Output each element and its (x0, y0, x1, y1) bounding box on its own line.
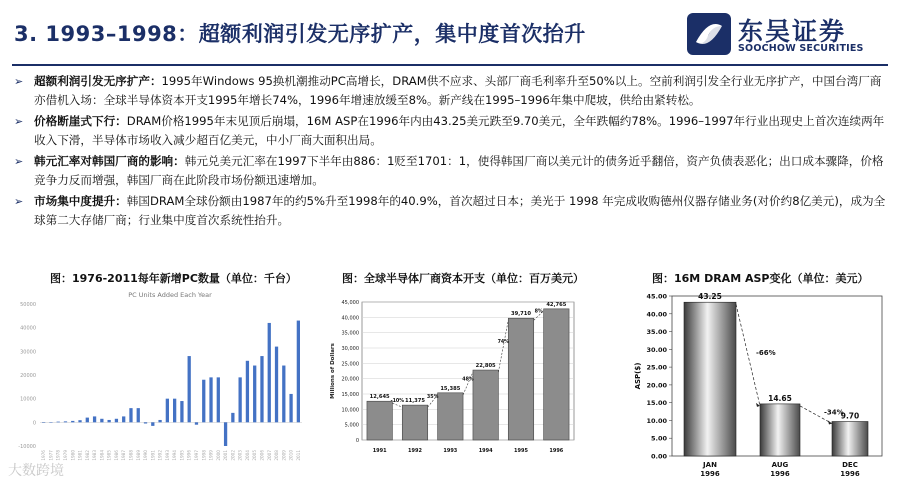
pc-y-tick-label: 40000 (20, 325, 36, 332)
pc-bar (108, 420, 111, 422)
asp-value-label: 9.70 (840, 411, 860, 421)
pc-bar (173, 399, 176, 423)
pc-bar (260, 356, 263, 422)
pc-bar (42, 422, 45, 423)
bullet-item (12, 192, 890, 230)
bullet-item (12, 152, 890, 190)
pc-x-tick-label: 1977 (48, 450, 54, 461)
bullet-list (12, 72, 890, 232)
capex-x-tick-label: 1993 (443, 448, 458, 454)
capex-bar (402, 405, 427, 440)
pc-x-tick-label: 1992 (157, 450, 163, 461)
pc-x-tick-label: 1982 (84, 450, 90, 461)
asp-x-tick-label: AUG (771, 461, 789, 469)
pc-x-tick-label: 1989 (135, 450, 141, 461)
capex-y-tick-label: 35,000 (341, 330, 359, 337)
capex-plot-frame (362, 302, 574, 440)
capex-value-label: 11,375 (404, 398, 426, 405)
pc-x-tick-label: 1981 (77, 450, 83, 461)
pc-bar (268, 323, 271, 422)
pc-bar (195, 422, 198, 424)
pc-bar (231, 413, 234, 422)
pc-x-tick-label: 1993 (164, 450, 170, 461)
pc-x-tick-label: 1978 (55, 450, 61, 461)
asp-y-tick-label: 15.00 (646, 399, 667, 408)
soochow-logo (686, 12, 886, 58)
arrow-bullet-icon: ➢ (14, 75, 24, 88)
pc-bar (166, 399, 169, 423)
capex-value-label: 12,645 (369, 394, 390, 401)
bullet-heading: 韩元汇率对韩国厂商的影响： (34, 154, 185, 168)
capex-value-label: 22,805 (475, 363, 496, 370)
bullet-text: 韩国DRAM全球份额由1987年的约5%升至1998年的40.9%，首次超过日本；美光于 1998 年完成收购德州仪器存储业务(对价约8亿美元)，成为全球第二大存储厂商；行业集中度首次系统性抬升。 (34, 194, 886, 227)
pc-inner-title: PC Units Added Each Year (128, 291, 212, 299)
capex-bar (508, 318, 533, 440)
capex-growth-label: -10% (390, 399, 405, 405)
header-divider (12, 64, 888, 66)
asp-x-tick-label: 1996 (840, 470, 860, 478)
logo-text-cn: 东吴证券 (738, 17, 847, 46)
pc-y-tick-label: 10000 (20, 396, 36, 403)
capex-y-tick-label: 15,000 (341, 392, 359, 398)
pc-bar (202, 380, 205, 423)
pc-bar (275, 347, 278, 423)
pc-bar (129, 408, 132, 422)
arrow-bullet-icon: ➢ (14, 155, 24, 168)
pc-bar (86, 418, 89, 423)
pc-bar (188, 356, 191, 422)
pc-x-tick-label: 1990 (143, 450, 149, 461)
asp-x-tick-label: JAN (703, 461, 717, 469)
pc-x-tick-label: 2006 (259, 450, 265, 461)
capex-x-tick-label: 1992 (408, 448, 422, 454)
pc-units-chart (10, 286, 310, 466)
capex-chart (322, 290, 582, 466)
pc-y-tick-label: 20000 (20, 373, 36, 379)
asp-x-tick-label: 1996 (770, 470, 790, 478)
capex-value-label: 15,385 (440, 385, 461, 392)
asp-bar (832, 422, 868, 456)
pc-x-tick-label: 2004 (244, 450, 250, 461)
pc-x-tick-label: 2005 (252, 450, 258, 461)
pc-bar (93, 416, 96, 422)
capex-y-tick-label: 20,000 (341, 376, 359, 383)
capex-bar (367, 401, 392, 440)
pc-x-tick-label: 1994 (172, 450, 178, 461)
pc-bar (57, 422, 60, 423)
capex-y-tick-label: 5,000 (344, 422, 359, 429)
capex-x-tick-label: 1991 (372, 448, 387, 454)
bullet-text: 韩元兑美元汇率在1997下半年由886：1贬至1701：1，使得韩国厂商以美元计的债务近乎翻倍，资产负债表恶化；出口成本骤降，价格竞争力反而增强，韩国厂商在此阶段市场份额迅速增加。 (34, 154, 884, 187)
watermark: 大数跨境 (8, 463, 64, 479)
asp-y-tick-label: 35.00 (646, 328, 667, 337)
pc-x-tick-label: 1976 (41, 450, 47, 461)
asp-y-tick-label: 30.00 (646, 345, 667, 354)
pc-bar (209, 377, 212, 422)
asp-chart (632, 286, 890, 486)
pc-x-tick-label: 1988 (128, 450, 134, 461)
pc-x-tick-label: 1998 (201, 450, 207, 461)
pc-bar (64, 421, 67, 422)
pc-bar (282, 366, 285, 423)
pc-x-tick-label: 1984 (99, 450, 105, 461)
pc-x-tick-label: 2003 (237, 450, 243, 461)
capex-x-tick-label: 1995 (514, 448, 528, 454)
capex-y-tick-label: 0 (355, 438, 359, 444)
capex-growth-label: 74% (497, 340, 510, 346)
pc-x-tick-label: 1985 (106, 450, 112, 461)
pc-bar (78, 420, 81, 422)
pc-bar (49, 422, 52, 423)
pc-y-tick-label: 0 (32, 420, 36, 427)
asp-y-tick-label: 25.00 (646, 363, 667, 372)
capex-chart-title: 图：全球半导体厂商资本开支（单位：百万美元） (342, 272, 584, 285)
pc-bar (122, 416, 125, 422)
logo-text-en: SOOCHOW SECURITIES (738, 43, 864, 54)
asp-value-label: 14.65 (768, 393, 792, 403)
pc-bar (144, 422, 147, 423)
capex-y-axis-label: Millions of Dollars (330, 343, 336, 399)
arrow-bullet-icon: ➢ (14, 115, 24, 128)
pc-x-tick-label: 1997 (193, 450, 199, 461)
bullet-heading: 价格断崖式下行： (34, 114, 127, 128)
page-title: 3. 1993–1998：超额利润引发无序扩产，集中度首次抬升 (14, 22, 586, 46)
pc-bar (253, 366, 256, 423)
pc-x-tick-label: 2002 (230, 450, 236, 461)
pc-x-tick-label: 2007 (266, 450, 272, 461)
pc-x-tick-label: 1995 (179, 450, 185, 461)
pc-bar (217, 377, 220, 422)
asp-x-tick-label: 1996 (700, 470, 720, 478)
bullet-heading: 超额利润引发无序扩产： (34, 74, 162, 88)
capex-y-tick-label: 10,000 (341, 407, 359, 414)
asp-chart-title: 图：16M DRAM ASP变化（单位：美元） (652, 272, 869, 285)
asp-y-tick-label: 40.00 (646, 310, 667, 319)
asp-x-tick-label: DEC (842, 461, 858, 469)
capex-y-tick-label: 45,000 (341, 300, 359, 306)
bullet-text: 1995年Windows 95换机潮推动PC高增长，DRAM供不应求、头部厂商毛利率升至50%以上。空前利润引发全行业无序扩产，中国台湾厂商亦借机入场：全球半导体资本开支1995年增长74%，1996年增速放缓至8%。新产线在1995–1996年集中爬坡，供给由紧转松。 (34, 74, 882, 107)
pc-bar (115, 419, 118, 423)
pc-bar (239, 377, 242, 422)
bullet-text: DRAM价格1995年末见顶后崩塌，16M ASP在1996年内由43.25美元跌至9.70美元，全年跌幅约78%。1996–1997年行业出现史上首次连续两年收入下滑，半导体市场收入减少超百亿美元，中小厂商大面积出局。 (34, 114, 885, 147)
pc-chart-title: 图：1976-2011每年新增PC数量（单位：千台） (50, 272, 297, 285)
capex-bar (438, 393, 463, 440)
pc-x-tick-label: 1999 (208, 450, 214, 461)
asp-y-tick-label: 45.00 (646, 292, 667, 301)
capex-growth-label: 8% (534, 309, 543, 315)
capex-y-tick-label: 25,000 (341, 361, 359, 368)
pc-x-tick-label: 2009 (281, 450, 287, 461)
pc-x-tick-label: 1979 (62, 450, 68, 461)
pc-x-tick-label: 2000 (215, 450, 221, 461)
asp-y-tick-label: 5.00 (650, 434, 667, 443)
capex-y-tick-label: 30,000 (341, 346, 359, 352)
capex-x-tick-label: 1994 (478, 448, 493, 454)
asp-y-axis-label: ASP($) (634, 362, 642, 390)
pc-y-tick-label: 30000 (20, 349, 36, 356)
pc-x-tick-label: 1980 (70, 450, 76, 461)
pc-x-tick-label: 2011 (295, 450, 301, 461)
pc-bar (151, 422, 154, 426)
pc-bar (224, 422, 227, 446)
soochow-logo-icon (686, 12, 732, 56)
pc-x-tick-label: 1991 (150, 450, 156, 461)
pc-x-tick-label: 2001 (223, 450, 229, 461)
capex-bar (473, 370, 498, 440)
pc-bar (71, 421, 74, 422)
capex-x-tick-label: 1996 (549, 448, 564, 454)
asp-value-label: 43.25 (698, 292, 722, 302)
pc-y-tick-label: -10000 (18, 444, 36, 450)
pc-x-tick-label: 1983 (92, 450, 98, 461)
pc-x-tick-label: 1987 (121, 450, 127, 461)
pc-bar (158, 420, 161, 422)
pc-bar (137, 408, 140, 422)
asp-change-label: -34% (824, 408, 844, 417)
pc-y-tick-label: 50000 (20, 302, 36, 308)
capex-value-label: 42,765 (546, 301, 567, 308)
bullet-item (12, 112, 890, 150)
bullet-heading: 市场集中度提升： (34, 194, 127, 208)
pc-bar (100, 419, 103, 423)
capex-value-label: 39,710 (510, 311, 532, 318)
pc-bar (180, 401, 183, 422)
pc-bar (297, 321, 300, 423)
pc-x-tick-label: 2008 (274, 450, 280, 461)
asp-y-tick-label: 10.00 (646, 416, 667, 425)
pc-x-tick-label: 1996 (186, 450, 192, 461)
pc-x-tick-label: 2010 (288, 450, 294, 461)
bullet-item (12, 72, 890, 110)
pc-bar (246, 361, 249, 423)
capex-growth-label: 35% (426, 394, 439, 400)
pc-x-tick-label: 1986 (113, 450, 119, 461)
asp-change-label: -66% (756, 349, 776, 358)
capex-growth-label: 48% (462, 377, 474, 383)
arrow-bullet-icon: ➢ (14, 195, 24, 208)
capex-y-tick-label: 40,000 (341, 315, 359, 322)
asp-bar (760, 404, 800, 456)
pc-bar (289, 394, 292, 422)
asp-y-tick-label: 0.00 (650, 452, 667, 461)
asp-bar (684, 302, 736, 456)
capex-bar (544, 309, 569, 440)
asp-y-tick-label: 20.00 (646, 381, 667, 390)
